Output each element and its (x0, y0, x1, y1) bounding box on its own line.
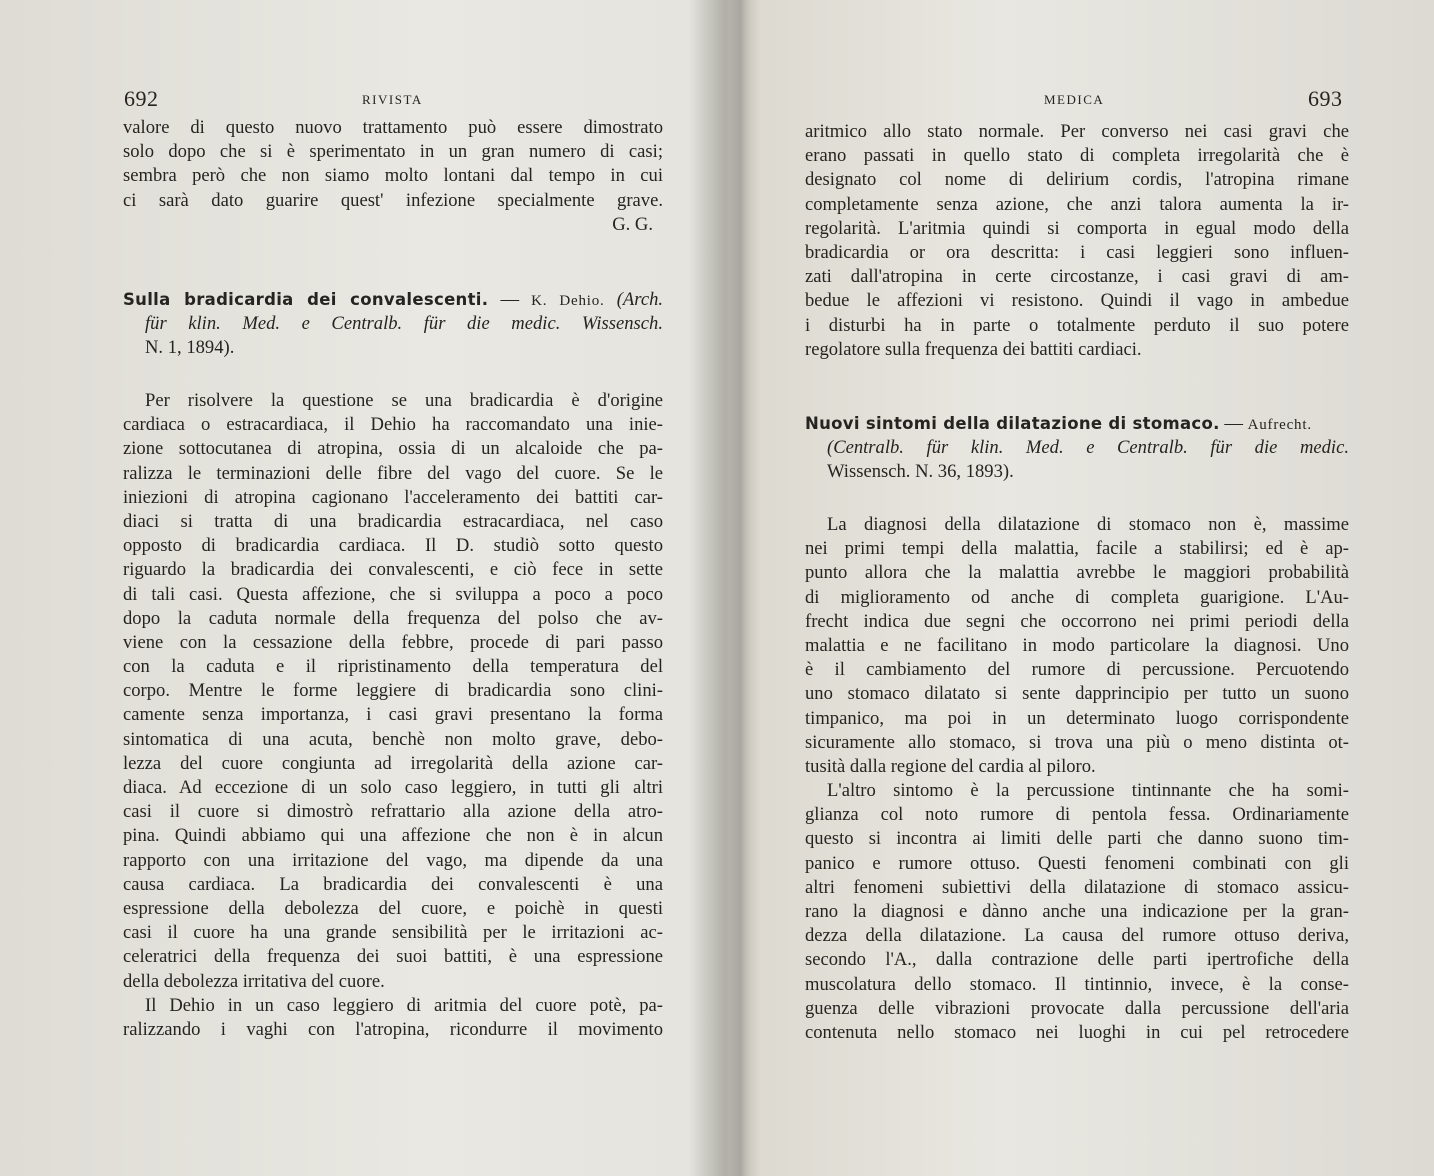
article-source: (Arch. (616, 289, 664, 310)
text-line: secondo l'A., dalla contrazione delle parti ipertrofiche della (805, 949, 1349, 971)
article-title: Nuovi sintomi della dilatazione di stomaco. (805, 414, 1220, 433)
text-line: Il Dehio in un caso leggiero di aritmia del cuore potè, pa- (145, 994, 663, 1016)
text-line: viene con la cessazione della febbre, procede di pari passo (123, 631, 663, 653)
text-line: solo dopo che si è sperimentato in un gran numero di casi; (123, 141, 663, 163)
page-number: 692 (124, 86, 159, 111)
text-line: diaci si tratta di una bradicardia estracardiaca, nel caso (123, 510, 663, 532)
dash: — (500, 289, 520, 310)
text-line: pina. Quindi abbiamo qui una affezione che non è in alcun (123, 825, 663, 847)
text-line: causa cardiaca. La bradicardia dei convalescenti è una (123, 873, 663, 895)
text-line: valore di questo nuovo trattamento può essere dimostrato (123, 117, 663, 138)
text-line: completamente senza azione, che anzi talora aumenta la ir- (805, 193, 1349, 215)
text-line: ralizzando i vaghi con l'atropina, ricondurre il movimento (123, 1018, 663, 1040)
text-line: sintomatica di una acuta, benchè non molto grave, debo- (123, 728, 663, 750)
text-line: malattia e ne facilitano in modo particolare la diagnosi. Uno (805, 634, 1349, 656)
page-number: 693 (1308, 86, 1343, 111)
text-line: panico e rumore ottuso. Questi fenomeni combinati con gli (805, 852, 1349, 874)
text-line: celeratrici della frequenza dei suoi battiti, è una espressione (123, 946, 663, 968)
running-head: RIVISTA (362, 92, 423, 107)
text-line: rapporto con una irritazione del vago, ma dipende da una (123, 849, 663, 871)
text-line: tusità dalla regione del cardia al piloro. (805, 755, 1096, 777)
article-source: (Centralb. für klin. Med. e Centralb. für die medic. (827, 437, 1349, 459)
text-line: della debolezza irritativa del cuore. (123, 970, 385, 992)
text-line: dopo la caduta normale della frequenza del polso che av- (123, 607, 663, 629)
text-line: zati dall'atropina in certe circostanze, i casi gravi di am- (805, 266, 1349, 288)
text-line: timpanico, ma poi in un determinato luogo corrispondente (805, 707, 1349, 729)
article-body (805, 513, 1349, 1045)
right-page (750, 0, 1434, 1176)
running-head: MEDICA (1044, 92, 1105, 107)
text-line: Per risolvere la questione se una bradicardia è d'origine (145, 390, 663, 411)
text-line: ci sarà dato guarire quest' infezione specialmente grave. (123, 189, 663, 211)
text-line: designato col nome di delirium cordis, l'atropina rimane (805, 169, 1349, 191)
text-line: L'altro sintomo è la percussione tintinnante che ha somi- (827, 780, 1349, 802)
text-line: erano passati in quello stato di completa irregolarità che è (805, 145, 1349, 167)
text-line: ralizza le terminazioni delle fibre del vago del cuore. Se le (123, 462, 663, 484)
text-line: muscolatura dello stomaco. Il tintinnio, invece, è la conse- (805, 973, 1349, 995)
text-line: espressione della debolezza del cuore, e poichè in questi (123, 897, 663, 919)
signature: G. G. (612, 213, 653, 235)
text-line: casi il cuore ha una grande sensibilità per le irritazioni ac- (123, 922, 663, 944)
text-line: opposto di bradicardia cardiaca. Il D. studiò sotto questo (123, 535, 663, 557)
article-heading (123, 288, 663, 361)
prev-article-end (123, 116, 663, 237)
article-author: K. Dehio. (531, 293, 605, 309)
text-line: iniezioni di atropina cagionano l'acceleramento dei battiti car- (123, 486, 663, 508)
text-line: contenuta nello stomaco nei luoghi in cui pel retrocedere (805, 1021, 1349, 1043)
text-line: rano la diagnosi e dànno anche una indicazione per la gran- (805, 901, 1349, 922)
text-line: La diagnosi della dilatazione di stomaco non è, massime (827, 514, 1349, 535)
text-line: questo si incontra ai limiti delle parti che danno suono tim- (805, 828, 1349, 850)
article-title: Sulla bradicardia dei convalescenti. (123, 290, 489, 309)
article-source: für klin. Med. e Centralb. für die medic. Wissensch. (145, 313, 663, 335)
article-source: Wissensch. N. 36, 1893). (827, 461, 1014, 483)
text-line: è il cambiamento del rumore di percussione. Percuotendo (805, 659, 1349, 681)
article-author: Aufrecht. (1247, 417, 1312, 433)
article-source: N. 1, 1894). (145, 337, 235, 359)
text-line: regolatore sulla frequenza dei battiti cardiaci. (805, 338, 1142, 360)
text-line: nei primi tempi della malattia, facile a stabilirsi; ed è ap- (805, 538, 1349, 560)
text-line: sembra però che non siamo molto lontani dal tempo in cui (123, 165, 663, 187)
text-line: uno stomaco dilatato si sente dapprincipio per tutto un suono (805, 683, 1349, 705)
text-line: lezza del cuore congiunta ad irregolarità della azione car- (123, 752, 663, 774)
text-line: dezza della dilatazione. La causa del rumore ottuso deriva, (805, 925, 1349, 947)
text-line: regolarità. L'aritmia quindi si comporta in egual modo della (805, 217, 1349, 239)
text-line: guenza delle vibrazioni provocate dalla percussione dell'aria (805, 997, 1349, 1019)
text-line: corpo. Mentre le forme leggiere di bradicardia sono clini- (123, 680, 663, 702)
article-heading (805, 412, 1349, 485)
text-line: casi il cuore si dimostrò refrattario alla azione della atro- (123, 801, 663, 823)
text-line: aritmico allo stato normale. Per converso nei casi gravi che (805, 121, 1349, 142)
text-line: punto allora che la malattia avrebbe le maggiori probabilità (805, 562, 1349, 584)
text-line: i disturbi ha in parte o totalmente perduto il suo potere (805, 314, 1349, 336)
dash: — (1224, 413, 1243, 434)
text-line: sicuramente allo stomaco, si trova una più o meno distinta ot- (805, 731, 1349, 753)
text-line: riguardo la bradicardia dei convalescenti, e ciò fece in sette (123, 559, 663, 581)
text-line: glianza col noto rumore di pentola fessa. Ordinariamente (805, 804, 1349, 826)
article-body (123, 389, 663, 1042)
continued-text (805, 120, 1349, 362)
text-line: cardiaca o estracardiaca, il Dehio ha raccomandato una inie- (123, 414, 663, 436)
text-line: zione sottocutanea di atropina, ossia di un alcaloide che pa- (123, 438, 663, 460)
text-line: bradicardia or ora descritta: i casi leggieri sono influen- (805, 241, 1349, 263)
text-line: camente senza importanza, i casi gravi presentano la forma (123, 704, 663, 726)
text-line: di miglioramento od anche di completa guarigione. L'Au- (805, 586, 1349, 608)
text-line: frecht indica due segni che occorrono nei primi periodi della (805, 610, 1349, 632)
text-line: diaca. Ad eccezione di un solo caso leggiero, in tutti gli altri (123, 777, 663, 798)
text-line: di tali casi. Questa affezione, che si sviluppa a poco a poco (123, 583, 663, 605)
text-line: altri fenomeni subiettivi della dilatazione di stomaco assicu- (805, 876, 1349, 898)
text-line: con la caduta e il ripristinamento della temperatura del (123, 656, 663, 678)
text-line: bedue le affezioni vi resistono. Quindi il vago in ambedue (805, 290, 1349, 312)
